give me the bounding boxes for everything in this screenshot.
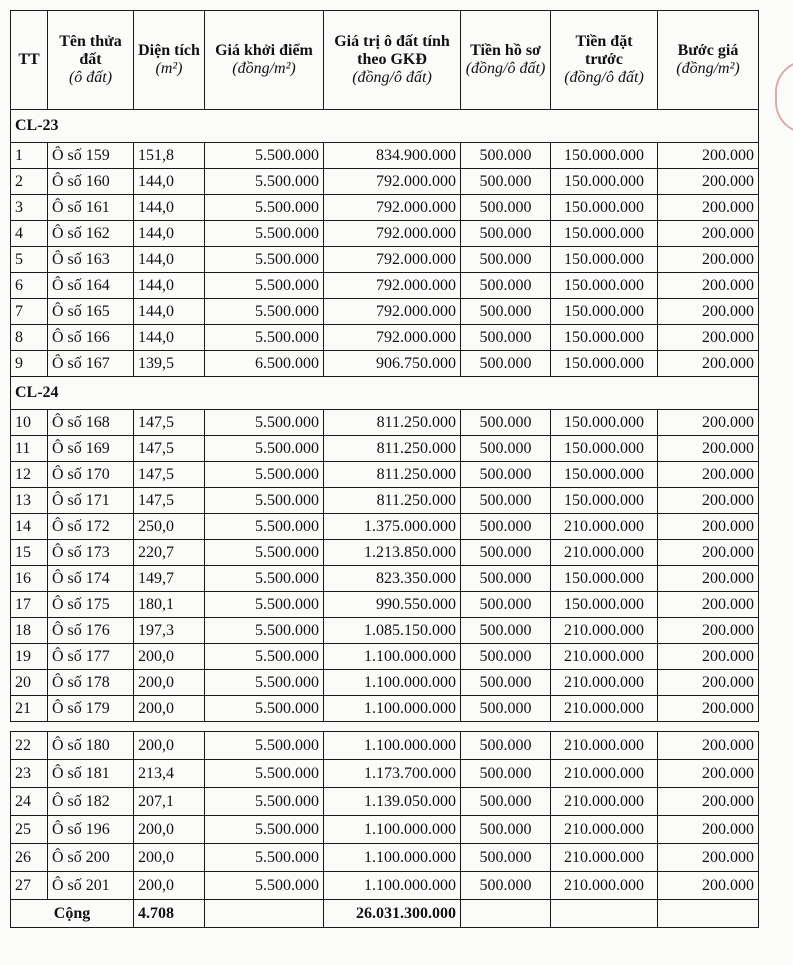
total-area: 4.708	[134, 900, 205, 928]
cell-fee: 500.000	[461, 410, 551, 436]
cell-fee: 500.000	[461, 732, 551, 760]
cell-value: 1.139.050.000	[324, 788, 461, 816]
table-row	[11, 788, 759, 816]
cell-deposit: 150.000.000	[551, 566, 658, 592]
cell-fee: 500.000	[461, 273, 551, 299]
cell-value: 811.250.000	[324, 410, 461, 436]
cell-tt: 20	[11, 670, 48, 696]
cell-step: 200.000	[658, 436, 759, 462]
cell-step: 200.000	[658, 514, 759, 540]
cell-tt: 1	[11, 143, 48, 169]
cell-deposit: 210.000.000	[551, 696, 658, 722]
cell-value: 834.900.000	[324, 143, 461, 169]
cell-value: 1.100.000.000	[324, 696, 461, 722]
cell-area: 147,5	[134, 410, 205, 436]
cell-area: 151,8	[134, 143, 205, 169]
cell-area: 149,7	[134, 566, 205, 592]
cell-name: Ô số 178	[48, 670, 134, 696]
cell-tt: 10	[11, 410, 48, 436]
cell-step: 200.000	[658, 410, 759, 436]
cell-tt: 2	[11, 169, 48, 195]
cell-name: Ô số 163	[48, 247, 134, 273]
cell-tt: 11	[11, 436, 48, 462]
cell-price: 5.500.000	[205, 788, 324, 816]
cell-tt: 9	[11, 351, 48, 377]
cell-fee: 500.000	[461, 844, 551, 872]
cell-tt: 27	[11, 872, 48, 900]
total-empty-deposit	[551, 900, 658, 928]
header-deposit: Tiền đặt trước (đồng/ô đất)	[551, 11, 658, 110]
table-row	[11, 299, 759, 325]
cell-price: 5.500.000	[205, 514, 324, 540]
cell-step: 200.000	[658, 844, 759, 872]
cell-deposit: 150.000.000	[551, 195, 658, 221]
cell-fee: 500.000	[461, 299, 551, 325]
cell-deposit: 210.000.000	[551, 540, 658, 566]
cell-name: Ô số 177	[48, 644, 134, 670]
total-empty-price	[205, 900, 324, 928]
total-row	[11, 900, 759, 928]
cell-area: 144,0	[134, 169, 205, 195]
cell-step: 200.000	[658, 618, 759, 644]
header-price-step: Bước giá (đồng/m²)	[658, 11, 759, 110]
cell-deposit: 150.000.000	[551, 592, 658, 618]
cell-price: 5.500.000	[205, 732, 324, 760]
cell-value: 792.000.000	[324, 299, 461, 325]
cell-price: 5.500.000	[205, 410, 324, 436]
cell-price: 6.500.000	[205, 351, 324, 377]
cell-area: 200,0	[134, 644, 205, 670]
table-row	[11, 644, 759, 670]
cell-price: 5.500.000	[205, 816, 324, 844]
cell-deposit: 150.000.000	[551, 299, 658, 325]
table-row	[11, 273, 759, 299]
cell-name: Ô số 159	[48, 143, 134, 169]
cell-price: 5.500.000	[205, 273, 324, 299]
table-row	[11, 732, 759, 760]
cell-deposit: 210.000.000	[551, 844, 658, 872]
cell-name: Ô số 164	[48, 273, 134, 299]
cell-area: 200,0	[134, 844, 205, 872]
table-row	[11, 872, 759, 900]
cell-area: 144,0	[134, 247, 205, 273]
cell-value: 792.000.000	[324, 325, 461, 351]
cell-area: 147,5	[134, 436, 205, 462]
cell-step: 200.000	[658, 273, 759, 299]
cell-price: 5.500.000	[205, 844, 324, 872]
cell-value: 811.250.000	[324, 488, 461, 514]
table-row	[11, 325, 759, 351]
cell-name: Ô số 176	[48, 618, 134, 644]
cell-step: 200.000	[658, 670, 759, 696]
cell-tt: 7	[11, 299, 48, 325]
cell-value: 792.000.000	[324, 195, 461, 221]
cell-price: 5.500.000	[205, 670, 324, 696]
cell-fee: 500.000	[461, 760, 551, 788]
cell-name: Ô số 171	[48, 488, 134, 514]
cell-deposit: 210.000.000	[551, 760, 658, 788]
cell-step: 200.000	[658, 143, 759, 169]
cell-deposit: 210.000.000	[551, 872, 658, 900]
cell-area: 200,0	[134, 816, 205, 844]
cell-tt: 26	[11, 844, 48, 872]
cell-value: 1.100.000.000	[324, 732, 461, 760]
table-row	[11, 410, 759, 436]
cell-value: 1.100.000.000	[324, 816, 461, 844]
header-lot-value: Giá trị ô đất tính theo GKĐ (đồng/ô đất)	[324, 11, 461, 110]
cell-fee: 500.000	[461, 788, 551, 816]
cell-tt: 16	[11, 566, 48, 592]
cell-value: 1.173.700.000	[324, 760, 461, 788]
cell-fee: 500.000	[461, 351, 551, 377]
table-row	[11, 540, 759, 566]
cell-area: 197,3	[134, 618, 205, 644]
cell-tt: 13	[11, 488, 48, 514]
cell-tt: 24	[11, 788, 48, 816]
cell-name: Ô số 182	[48, 788, 134, 816]
cell-tt: 12	[11, 462, 48, 488]
cell-value: 792.000.000	[324, 169, 461, 195]
cell-value: 1.100.000.000	[324, 644, 461, 670]
cell-step: 200.000	[658, 732, 759, 760]
cell-price: 5.500.000	[205, 143, 324, 169]
cell-step: 200.000	[658, 351, 759, 377]
cell-step: 200.000	[658, 488, 759, 514]
cell-tt: 17	[11, 592, 48, 618]
cell-value: 990.550.000	[324, 592, 461, 618]
land-lot-table-continued	[10, 731, 759, 928]
group-row	[11, 110, 759, 143]
cell-fee: 500.000	[461, 566, 551, 592]
cell-price: 5.500.000	[205, 221, 324, 247]
cell-value: 1.085.150.000	[324, 618, 461, 644]
cell-area: 200,0	[134, 696, 205, 722]
cell-value: 823.350.000	[324, 566, 461, 592]
table-row	[11, 195, 759, 221]
cell-name: Ô số 173	[48, 540, 134, 566]
total-value: 26.031.300.000	[324, 900, 461, 928]
cell-deposit: 210.000.000	[551, 644, 658, 670]
header-tt: TT	[11, 11, 48, 110]
table-row	[11, 169, 759, 195]
table-header-row	[11, 11, 759, 110]
cell-fee: 500.000	[461, 816, 551, 844]
cell-value: 1.100.000.000	[324, 844, 461, 872]
cell-tt: 4	[11, 221, 48, 247]
cell-area: 200,0	[134, 872, 205, 900]
cell-tt: 22	[11, 732, 48, 760]
cell-step: 200.000	[658, 760, 759, 788]
cell-name: Ô số 174	[48, 566, 134, 592]
cell-tt: 14	[11, 514, 48, 540]
stamp-edge	[775, 60, 793, 134]
table-row	[11, 618, 759, 644]
cell-deposit: 150.000.000	[551, 410, 658, 436]
cell-area: 207,1	[134, 788, 205, 816]
cell-value: 1.375.000.000	[324, 514, 461, 540]
cell-value: 1.100.000.000	[324, 872, 461, 900]
cell-fee: 500.000	[461, 247, 551, 273]
cell-fee: 500.000	[461, 514, 551, 540]
cell-fee: 500.000	[461, 696, 551, 722]
cell-price: 5.500.000	[205, 644, 324, 670]
cell-step: 200.000	[658, 462, 759, 488]
cell-fee: 500.000	[461, 195, 551, 221]
group-row	[11, 377, 759, 410]
cell-step: 200.000	[658, 169, 759, 195]
cell-deposit: 210.000.000	[551, 514, 658, 540]
cell-fee: 500.000	[461, 488, 551, 514]
header-area: Diện tích (m²)	[134, 11, 205, 110]
cell-price: 5.500.000	[205, 436, 324, 462]
cell-fee: 500.000	[461, 872, 551, 900]
cell-step: 200.000	[658, 540, 759, 566]
cell-deposit: 210.000.000	[551, 816, 658, 844]
cell-value: 1.213.850.000	[324, 540, 461, 566]
cell-step: 200.000	[658, 195, 759, 221]
cell-fee: 500.000	[461, 143, 551, 169]
cell-area: 144,0	[134, 325, 205, 351]
cell-fee: 500.000	[461, 325, 551, 351]
cell-tt: 21	[11, 696, 48, 722]
cell-name: Ô số 181	[48, 760, 134, 788]
cell-name: Ô số 166	[48, 325, 134, 351]
cell-tt: 19	[11, 644, 48, 670]
cell-step: 200.000	[658, 299, 759, 325]
cell-deposit: 150.000.000	[551, 436, 658, 462]
cell-name: Ô số 200	[48, 844, 134, 872]
cell-tt: 8	[11, 325, 48, 351]
cell-area: 139,5	[134, 351, 205, 377]
table-row	[11, 488, 759, 514]
table-row	[11, 221, 759, 247]
cell-fee: 500.000	[461, 436, 551, 462]
cell-tt: 25	[11, 816, 48, 844]
cell-area: 200,0	[134, 670, 205, 696]
header-lot-name: Tên thửa đất (ô đất)	[48, 11, 134, 110]
cell-fee: 500.000	[461, 462, 551, 488]
cell-area: 147,5	[134, 462, 205, 488]
cell-deposit: 150.000.000	[551, 462, 658, 488]
cell-name: Ô số 196	[48, 816, 134, 844]
cell-deposit: 150.000.000	[551, 488, 658, 514]
cell-step: 200.000	[658, 221, 759, 247]
cell-step: 200.000	[658, 872, 759, 900]
group-label: CL-23	[11, 110, 759, 143]
total-empty-step	[658, 900, 759, 928]
cell-value: 792.000.000	[324, 273, 461, 299]
cell-area: 213,4	[134, 760, 205, 788]
cell-step: 200.000	[658, 696, 759, 722]
cell-value: 906.750.000	[324, 351, 461, 377]
table-row	[11, 566, 759, 592]
cell-price: 5.500.000	[205, 169, 324, 195]
cell-name: Ô số 167	[48, 351, 134, 377]
cell-fee: 500.000	[461, 670, 551, 696]
cell-value: 1.100.000.000	[324, 670, 461, 696]
cell-step: 200.000	[658, 247, 759, 273]
cell-deposit: 210.000.000	[551, 618, 658, 644]
cell-name: Ô số 161	[48, 195, 134, 221]
cell-step: 200.000	[658, 788, 759, 816]
cell-value: 792.000.000	[324, 247, 461, 273]
cell-price: 5.500.000	[205, 247, 324, 273]
total-empty-fee	[461, 900, 551, 928]
total-label: Cộng	[11, 900, 134, 928]
cell-name: Ô số 179	[48, 696, 134, 722]
table-row	[11, 844, 759, 872]
cell-area: 144,0	[134, 299, 205, 325]
table-row	[11, 247, 759, 273]
cell-deposit: 210.000.000	[551, 670, 658, 696]
cell-name: Ô số 180	[48, 732, 134, 760]
cell-fee: 500.000	[461, 618, 551, 644]
cell-price: 5.500.000	[205, 592, 324, 618]
cell-price: 5.500.000	[205, 760, 324, 788]
cell-fee: 500.000	[461, 169, 551, 195]
table-row	[11, 816, 759, 844]
cell-name: Ô số 160	[48, 169, 134, 195]
cell-deposit: 150.000.000	[551, 169, 658, 195]
cell-area: 250,0	[134, 514, 205, 540]
cell-value: 811.250.000	[324, 462, 461, 488]
cell-price: 5.500.000	[205, 195, 324, 221]
cell-step: 200.000	[658, 325, 759, 351]
cell-deposit: 150.000.000	[551, 325, 658, 351]
cell-deposit: 210.000.000	[551, 732, 658, 760]
cell-name: Ô số 175	[48, 592, 134, 618]
table-row	[11, 462, 759, 488]
cell-name: Ô số 201	[48, 872, 134, 900]
cell-price: 5.500.000	[205, 696, 324, 722]
cell-deposit: 150.000.000	[551, 351, 658, 377]
table-row	[11, 514, 759, 540]
cell-price: 5.500.000	[205, 618, 324, 644]
cell-name: Ô số 170	[48, 462, 134, 488]
cell-tt: 15	[11, 540, 48, 566]
cell-tt: 3	[11, 195, 48, 221]
cell-deposit: 150.000.000	[551, 273, 658, 299]
cell-area: 147,5	[134, 488, 205, 514]
table-row	[11, 696, 759, 722]
cell-name: Ô số 168	[48, 410, 134, 436]
group-label: CL-24	[11, 377, 759, 410]
cell-price: 5.500.000	[205, 488, 324, 514]
cell-area: 144,0	[134, 221, 205, 247]
cell-area: 200,0	[134, 732, 205, 760]
cell-area: 180,1	[134, 592, 205, 618]
header-starting-price: Giá khởi điểm (đồng/m²)	[205, 11, 324, 110]
cell-tt: 6	[11, 273, 48, 299]
cell-price: 5.500.000	[205, 566, 324, 592]
cell-price: 5.500.000	[205, 325, 324, 351]
cell-tt: 23	[11, 760, 48, 788]
table-row	[11, 436, 759, 462]
cell-fee: 500.000	[461, 644, 551, 670]
cell-area: 144,0	[134, 273, 205, 299]
cell-tt: 5	[11, 247, 48, 273]
cell-deposit: 210.000.000	[551, 788, 658, 816]
cell-step: 200.000	[658, 592, 759, 618]
cell-value: 792.000.000	[324, 221, 461, 247]
table-row	[11, 592, 759, 618]
cell-value: 811.250.000	[324, 436, 461, 462]
cell-fee: 500.000	[461, 540, 551, 566]
cell-price: 5.500.000	[205, 299, 324, 325]
cell-step: 200.000	[658, 816, 759, 844]
cell-name: Ô số 162	[48, 221, 134, 247]
cell-area: 144,0	[134, 195, 205, 221]
cell-deposit: 150.000.000	[551, 247, 658, 273]
cell-price: 5.500.000	[205, 540, 324, 566]
table-row	[11, 143, 759, 169]
cell-tt: 18	[11, 618, 48, 644]
cell-price: 5.500.000	[205, 462, 324, 488]
land-lot-table	[10, 10, 759, 722]
cell-area: 220,7	[134, 540, 205, 566]
cell-fee: 500.000	[461, 592, 551, 618]
cell-price: 5.500.000	[205, 872, 324, 900]
cell-name: Ô số 169	[48, 436, 134, 462]
cell-step: 200.000	[658, 644, 759, 670]
table-row	[11, 351, 759, 377]
table-row	[11, 670, 759, 696]
table-row	[11, 760, 759, 788]
cell-deposit: 150.000.000	[551, 143, 658, 169]
cell-name: Ô số 172	[48, 514, 134, 540]
cell-fee: 500.000	[461, 221, 551, 247]
cell-step: 200.000	[658, 566, 759, 592]
cell-deposit: 150.000.000	[551, 221, 658, 247]
header-file-fee: Tiền hồ sơ (đồng/ô đất)	[461, 11, 551, 110]
cell-name: Ô số 165	[48, 299, 134, 325]
